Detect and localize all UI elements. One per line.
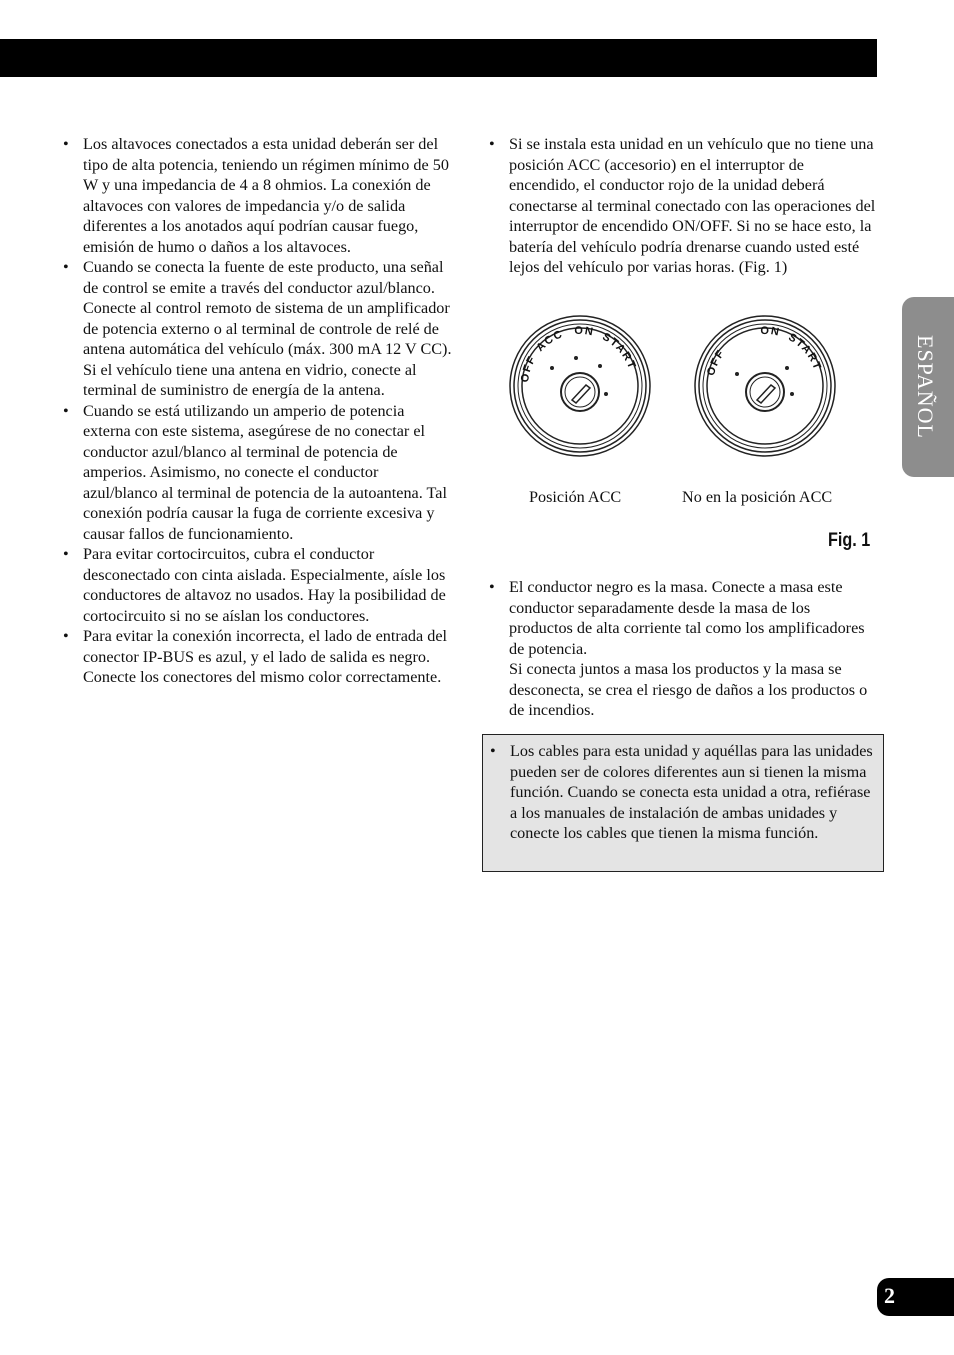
switch-label-off-2: OFF	[705, 347, 728, 378]
figure-label: Fig. 1	[828, 530, 871, 551]
list-item: • Si se instala esta unidad en un vehículo que no tiene una posición ACC (accesorio) en el interruptor de encendido, el conductor rojo de la unidad deberá conectarse al terminal conectado con las operaciones del interruptor de encendido ON/OFF. Si no se hace esto, la batería del vehículo podría drenarse cuando usted esté lejos del vehículo por varias horas. (Fig. 1)	[486, 134, 878, 278]
figure-caption-no-acc: No en la posición ACC	[682, 488, 833, 506]
note-bullet-list	[487, 741, 879, 844]
list-item: • Los altavoces conectados a esta unidad deberán ser del tipo de alta potencia, teniendo un régimen mínimo de 50 W y una impedancia de 4 a 8 ohmios. La conexión de altavoces con valores de impedancia y/o de salida diferentes a los anotados aquí podrían causar fuego, emisión de humo o daños a los altavoces.	[60, 134, 452, 257]
right-bullet-list	[486, 134, 878, 278]
left-column	[60, 134, 452, 688]
list-item: • Para evitar cortocircuitos, cubra el conductor desconectado con cinta aislada. Especialmente, aísle los conductores de altavoz no usados. Hay la posibilidad de cortocircuito si no se aíslan los conductores.	[60, 544, 452, 626]
list-item: • Cuando se está utilizando un amperio de potencia externa con este sistema, asegúrese de no conectar el conductor azul/blanco al terminal de potencia de amperios. Asimismo, no conecte el conductor azul/blanco al terminal de potencia de la autoantena. Tal conexión podría causar la fuga de corriente excesiva y causar fallos de funcionamiento.	[60, 401, 452, 545]
right-column-ground	[486, 577, 878, 721]
left-bullet-list	[60, 134, 452, 688]
right-column-top	[486, 134, 878, 278]
ground-text-2: Si conecta juntos a masa los productos y la masa se desconecta, se crea el riesgo de daños a los productos o de incendios.	[509, 660, 868, 719]
switch-label-off: OFF	[518, 353, 539, 384]
note-text: • Los cables para esta unidad y aquéllas para las unidades pueden ser de colores diferentes aun si tienen la misma función. Cuando se conecta esta unidad a otra, refiérase a los manuales de instalación de ambas unidades y conecte los cables que tienen la misma función.	[487, 741, 879, 844]
list-item	[486, 577, 878, 721]
header-bar	[0, 39, 877, 77]
list-item: • Para evitar la conexión incorrecta, el lado de entrada del conector IP-BUS es azul, y el lado de salida es negro. Conecte los conectores del mismo color correctamente.	[60, 626, 452, 688]
page-number: 2	[884, 1283, 895, 1308]
ignition-switch-figure	[500, 306, 860, 466]
switch-label-on-2: ON	[760, 324, 782, 339]
switch-acc-position	[510, 316, 650, 456]
ground-text-1: • El conductor negro es la masa. Conecte a masa este conductor separadamente desde la masa de los productos de alta corriente tal como los amplificadores de potencia.	[509, 578, 865, 658]
language-tab-label: ESPAÑOL	[913, 335, 938, 439]
switch-no-acc	[695, 316, 835, 456]
note-box	[482, 734, 884, 872]
language-tab-label-wrap	[902, 297, 948, 477]
switch-label-start-2: START	[786, 331, 824, 373]
switch-label-on: ON	[574, 324, 596, 339]
switch-label-acc: ACC	[534, 328, 566, 355]
svg-text:OFF ON START	[705, 325, 823, 377]
list-item: • Cuando se conecta la fuente de este producto, una señal de control se emite a través del conductor azul/blanco. Conecte al control remoto de sistema de un amplificador de potencia externo o al terminal de controle de relé de antena automática del vehículo (máx. 300 mA 12 V CC). Si el vehículo tiene una antena en vidrio, conecte al terminal de suministro de energía de la antena.	[60, 257, 452, 401]
switch-label-start: START	[600, 330, 639, 372]
figure-caption-acc: Posición ACC	[529, 488, 622, 506]
ground-bullet-list	[486, 577, 878, 721]
